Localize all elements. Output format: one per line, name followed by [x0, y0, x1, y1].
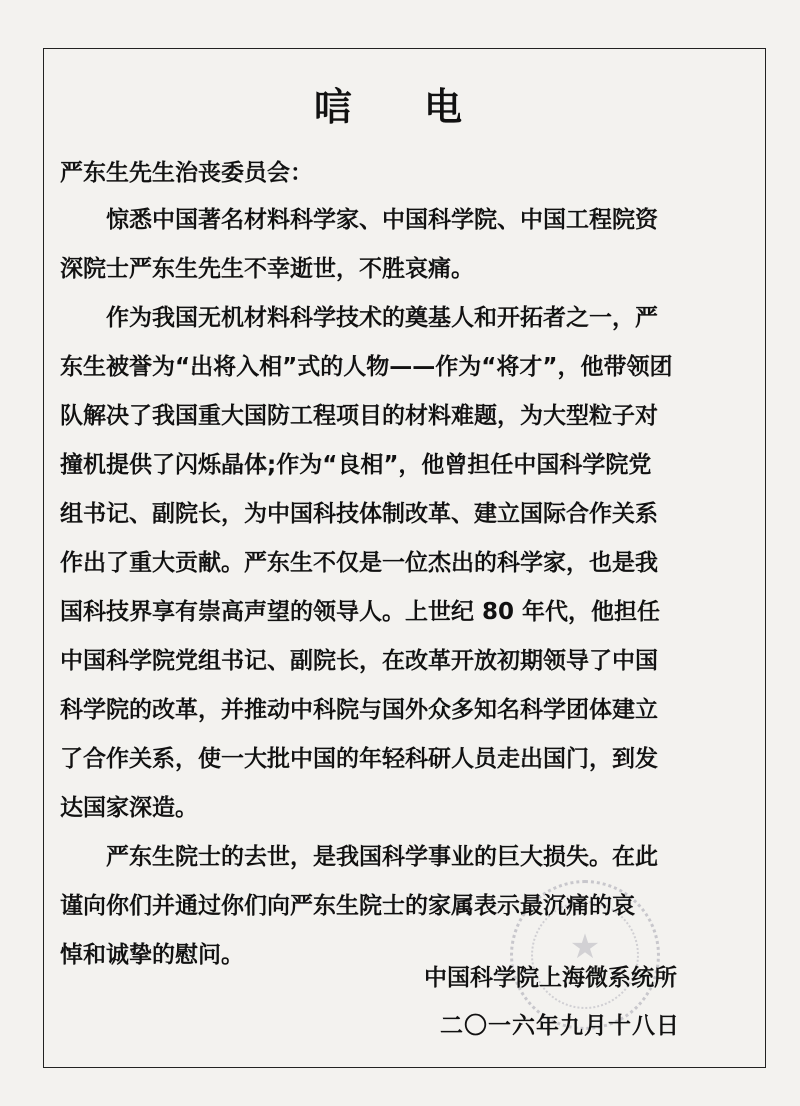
body-line: 中国科学院党组书记、副院长，在改革开放初期领导了中国	[60, 648, 658, 674]
body-line: 严东生院士的去世，是我国科学事业的巨大损失。在此	[106, 844, 658, 870]
body-line: 惊悉中国著名材料科学家、中国科学院、中国工程院资	[106, 207, 658, 233]
document-title: 唁电	[313, 85, 534, 129]
signature-organization: 中国科学院上海微系统所	[424, 965, 677, 991]
body-line: 悼和诚挚的慰问。	[60, 942, 244, 968]
body-line: 了合作关系，使一大批中国的年轻科研人员走出国门，到发	[60, 746, 658, 772]
seal-star-icon: ★	[569, 927, 601, 967]
body-line: 组书记、副院长，为中国科技体制改革、建立国际合作关系	[60, 501, 658, 527]
signature-date: 二〇一六年九月十八日	[440, 1013, 680, 1039]
body-line: 作出了重大贡献。严东生不仅是一位杰出的科学家，也是我	[60, 550, 658, 576]
body-line: 国科技界享有崇高声望的领导人。上世纪 80 年代，他担任	[60, 599, 661, 625]
body-line: 谨向你们并通过你们向严东生院士的家属表示最沉痛的哀	[60, 893, 635, 919]
body-line: 撞机提供了闪烁晶体;作为“良相”，他曾担任中国科学院党	[60, 452, 652, 478]
body-line: 东生被誉为“出将入相”式的人物——作为“将才”，他带领团	[60, 354, 673, 380]
body-line: 科学院的改革，并推动中科院与国外众多知名科学团体建立	[60, 697, 658, 723]
body-line: 作为我国无机材料科学技术的奠基人和开拓者之一，严	[106, 305, 658, 331]
body-line: 队解决了我国重大国防工程项目的材料难题，为大型粒子对	[60, 403, 658, 429]
body-line: 深院士严东生先生不幸逝世，不胜哀痛。	[60, 256, 474, 282]
body-line: 达国家深造。	[60, 795, 198, 821]
addressee: 严东生先生治丧委员会：	[60, 160, 313, 186]
